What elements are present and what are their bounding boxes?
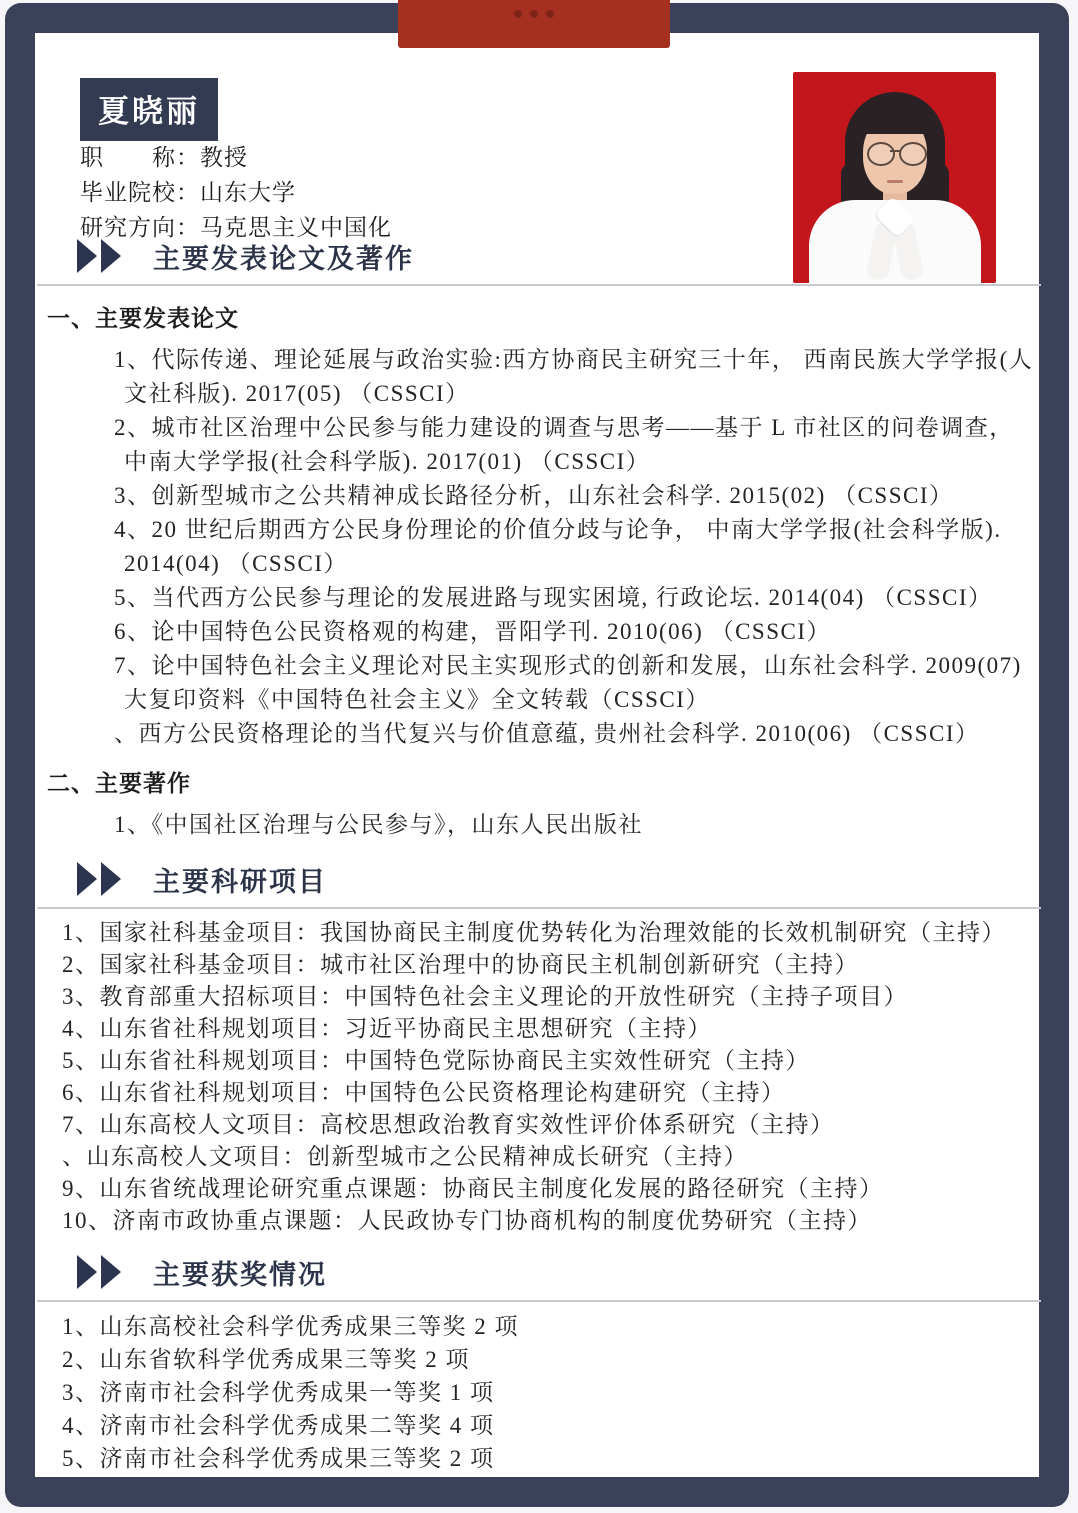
paper-item: 7、论中国特色社会主义理论对民主实现形式的创新和发展，山东社会科学. 2009(07) 大复印资料《中国特色社会主义》全文转载（CSSCI） [114, 653, 1022, 712]
ellipsis-dots-icon [514, 10, 554, 18]
paper-item: 3、创新型城市之公共精神成长路径分析，山东社会科学. 2015(02) （CSSCI） [114, 483, 954, 508]
photo-bangs [859, 108, 931, 134]
award-item: 5、济南市社会科学优秀成果三等奖 2 项 [62, 1446, 495, 1471]
section-projects-header [77, 856, 1041, 902]
profile-fields [80, 140, 392, 245]
award-item: 1、山东高校社会科学优秀成果三等奖 2 项 [62, 1314, 519, 1339]
project-item: 4、山东省社科规划项目：习近平协商民主思想研究（主持） [62, 1016, 712, 1041]
field-alma-mater [80, 175, 392, 210]
photo-glasses-right [899, 142, 927, 166]
section-publications-title: 主要发表论文及著作 [153, 243, 414, 274]
paper-item: 1、代际传递、理论延展与政治实验:西方协商民主研究三十年， 西南民族大学学报(人文社科版). 2017(05) （CSSCI） [114, 347, 1034, 406]
section-awards-header [77, 1249, 1041, 1295]
section-awards-title: 主要获奖情况 [153, 1259, 327, 1290]
paper-item: 5、当代西方公民参与理论的发展进路与现实困境, 行政论坛. 2014(04) （CSSCI） [114, 585, 993, 610]
field-alma-mater-label: 毕业院校： [80, 180, 200, 205]
photo-glasses-bridge [890, 150, 900, 152]
double-arrow-icon [77, 1255, 125, 1289]
field-title [80, 140, 392, 175]
papers-subheading: 一、主要发表论文 [47, 305, 239, 331]
field-research-direction-value: 马克思主义中国化 [200, 215, 392, 240]
award-item: 2、山东省软科学优秀成果三等奖 2 项 [62, 1347, 470, 1372]
section-projects-title: 主要科研项目 [153, 866, 327, 897]
project-item: 6、山东省社科规划项目：中国特色公民资格理论构建研究（主持） [62, 1080, 786, 1105]
field-title-value: 教授 [200, 145, 248, 170]
book-item: 1、《中国社区治理与公民参与》，山东人民出版社 [114, 812, 643, 837]
person-name: 夏晓丽 [98, 94, 200, 129]
awards-list [62, 1310, 1041, 1475]
field-title-label: 职 称： [80, 145, 200, 170]
paper-item: 6、论中国特色公民资格观的构建，晋阳学刊. 2010(06) （CSSCI） [114, 619, 831, 644]
photo-glasses-left [867, 142, 895, 166]
main-content [37, 233, 1041, 1475]
name-badge [80, 78, 218, 141]
project-item: 10、济南市政协重点课题：人民政协专门协商机构的制度优势研究（主持） [62, 1208, 872, 1233]
project-item: 7、山东高校人文项目：高校思想政治教育实效性评价体系研究（主持） [62, 1112, 835, 1137]
award-item: 4、济南市社会科学优秀成果二等奖 4 项 [62, 1413, 495, 1438]
project-item: 、山东高校人文项目：创新型城市之公民精神成长研究（主持） [62, 1144, 748, 1169]
field-research-direction [80, 210, 392, 245]
project-item: 1、国家社科基金项目：我国协商民主制度优势转化为治理效能的长效机制研究（主持） [62, 920, 1006, 945]
project-item: 3、教育部重大招标项目：中国特色社会主义理论的开放性研究（主持子项目） [62, 984, 908, 1009]
papers-list [114, 343, 1041, 751]
projects-list [62, 917, 1041, 1237]
project-item: 5、山东省社科规划项目：中国特色党际协商民主实效性研究（主持） [62, 1048, 810, 1073]
project-item: 9、山东省统战理论研究重点课题：协商民主制度化发展的路径研究（主持） [62, 1176, 884, 1201]
double-arrow-icon [77, 862, 125, 896]
field-alma-mater-value: 山东大学 [200, 180, 296, 205]
project-item: 2、国家社科基金项目：城市社区治理中的协商民主机制创新研究（主持） [62, 952, 859, 977]
divider [37, 1300, 1041, 1302]
paper-item: 4、20 世纪后期西方公民身份理论的价值分歧与论争， 中南大学学报(社会科学版). 2014(04) （CSSCI） [114, 517, 1002, 576]
divider [37, 907, 1041, 909]
paper-item: 、西方公民资格理论的当代复兴与价值意蕴, 贵州社会科学. 2010(06) （CSSCI） [114, 721, 980, 746]
top-tab [398, 0, 670, 48]
books-list [114, 808, 1041, 842]
field-research-direction-label: 研究方向： [80, 215, 200, 240]
divider [37, 284, 1041, 286]
books-subheading: 二、主要著作 [47, 770, 191, 796]
paper-item: 2、城市社区治理中公民参与能力建设的调查与思考——基于 L 市社区的问卷调查， 中南大学学报(社会科学版). 2017(01) （CSSCI） [114, 415, 1014, 474]
award-item: 3、济南市社会科学优秀成果一等奖 1 项 [62, 1380, 495, 1405]
profile-photo [793, 72, 996, 283]
photo-mouth [887, 180, 903, 183]
